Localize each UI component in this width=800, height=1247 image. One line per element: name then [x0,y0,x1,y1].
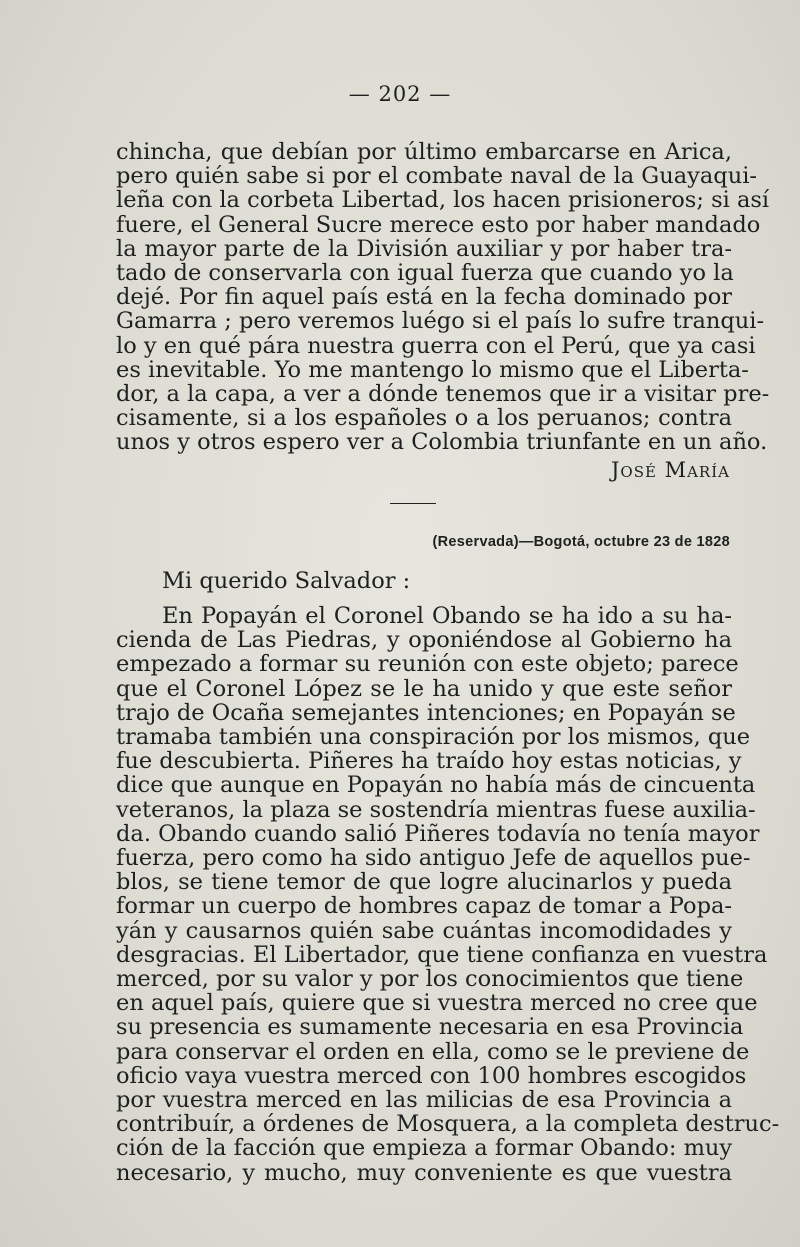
text-line: tado de conservarla con igual fuerza que cuando yo la [116,260,734,287]
text-line: En Popayán el Coronel Obando se ha ido a su ha- [162,603,732,629]
letter-body-text [116,603,780,1186]
text-line: la mayor parte de la División auxiliar y por haber tra- [116,235,732,262]
text-line: fuerza, pero como ha sido antiguo Jefe de aquellos pue- [116,845,751,872]
text-line: fuere, el General Sucre merece esto por haber mandado [116,211,761,238]
text-line: cienda de Las Piedras, y oponiéndose al Gobierno ha [116,627,732,654]
text-line: Gamarra ; pero veremos luégo si el país lo sufre tranqui- [116,308,765,335]
text-line: su presencia es sumamente necesaria en esa Provincia [116,1014,744,1041]
text-line: veteranos, la plaza se sostendría mientras fuese auxilia- [116,796,756,823]
text-line: desgracias. El Libertador, que tiene confianza en vuestra [116,941,768,968]
text-line: es inevitable. Yo me mantengo lo mismo que el Liberta- [116,356,749,383]
letter-salutation: Mi querido Salvador : [162,568,411,594]
text-line: trajo de Ocaña semejantes intenciones; en Popayán se [116,699,736,726]
text-line: yán y causarnos quién sabe cuántas incomodidades y [116,917,732,944]
text-line: cisamente, si a los españoles o a los peruanos; contra [116,405,732,432]
section-divider [390,503,436,504]
text-line: merced, por su valor y por los conocimientos que tiene [116,966,744,993]
text-line: que el Coronel López se le ha unido y que este señor [116,675,732,702]
text-line: contribuír, a órdenes de Mosquera, a la completa destruc- [116,1111,780,1138]
text-line: unos y otros espero ver a Colombia triunfante en un año. [116,429,768,456]
text-line: dor, a la capa, a ver a dónde tenemos que ir a visitar pre- [116,381,770,408]
text-line: leña con la corbeta Libertad, los hacen prisioneros; si así [116,187,770,214]
letter-continuation-text [116,139,770,456]
text-line: tramaba también una conspiración por los mismos, que [116,724,751,751]
signature: José María [610,458,730,482]
text-line: chincha, que debían por último embarcarse en Arica, [116,139,732,165]
text-line: dice que aunque en Popayán no había más de cincuenta [116,772,756,799]
text-line: en aquel país, quiere que si vuestra merced no cree que [116,990,758,1017]
text-line: blos, se tiene temor de que logre alucinarlos y pueda [116,869,732,896]
text-line: empezado a formar su reunión con este objeto; parece [116,651,739,678]
text-line: pero quién sabe si por el combate naval de la Guayaqui- [116,163,757,190]
text-line: necesario, y mucho, muy conveniente es que vuestra [116,1159,732,1186]
text-line: fue descubierta. Piñeres ha traído hoy estas noticias, y [116,748,742,775]
text-line: formar un cuerpo de hombres capaz de tomar a Popa- [116,893,732,920]
text-line: oficio vaya vuestra merced con 100 hombres escogidos [116,1062,747,1089]
text-line: da. Obando cuando salió Piñeres todavía no tenía mayor [116,820,760,847]
text-line: para conservar el orden en ella, como se le previene de [116,1038,750,1065]
text-line: ción de la facción que empieza a formar Obando: muy [116,1135,733,1162]
text-line: por vuestra merced en las milicias de esa Provincia a [116,1087,732,1114]
text-line: dejé. Por fin aquel país está en la fecha dominado por [116,284,732,311]
letter-dateline: (Reservada)—Bogotá, octubre 23 de 1828 [432,534,730,550]
page-number: — 202 — [348,82,452,106]
text-line: lo y en qué pára nuestra guerra con el Perú, que ya casi [116,332,756,359]
